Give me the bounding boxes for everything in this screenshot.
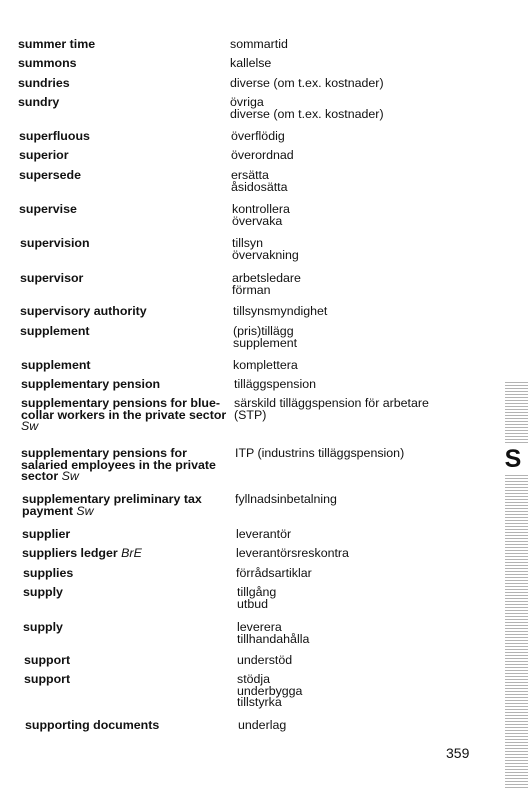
entry-translations bbox=[231, 150, 294, 162]
thumb-index-tab bbox=[505, 380, 528, 790]
entry-term-text: summons bbox=[18, 56, 77, 70]
entry-term bbox=[22, 494, 237, 517]
entry-translations bbox=[234, 379, 316, 391]
entry-usage-label: Sw bbox=[61, 469, 79, 484]
entry-translation: övervaka bbox=[232, 213, 283, 228]
entry-translation: övriga bbox=[230, 95, 264, 109]
entry-translation: ersätta bbox=[231, 168, 269, 182]
entry-translation: tillstyrka bbox=[237, 695, 282, 710]
entry-term bbox=[24, 655, 239, 667]
entry-term bbox=[22, 529, 237, 541]
entry-translations bbox=[238, 720, 286, 732]
entry-usage-label: Sw bbox=[21, 419, 39, 434]
entry-term-text: supervisor bbox=[20, 271, 84, 285]
entry-translations bbox=[236, 529, 291, 541]
entry-term-text: suppliers ledger bbox=[22, 546, 118, 560]
entry-translations bbox=[237, 674, 302, 709]
entry-term bbox=[19, 204, 234, 216]
entry-translations bbox=[231, 170, 287, 193]
entry-translations bbox=[237, 587, 276, 610]
entry-translation: supplement bbox=[233, 335, 298, 350]
entry-term bbox=[23, 587, 238, 599]
entry-translation: åsidosätta bbox=[231, 179, 288, 194]
entry-translation: förrådsartiklar bbox=[236, 566, 312, 580]
entry-term bbox=[19, 170, 234, 182]
entry-translations bbox=[235, 448, 404, 460]
entry-term-text: supplementary pensions for salaried employees in the private sector bbox=[21, 446, 216, 484]
entry-translation: överordnad bbox=[231, 148, 294, 162]
entry-translations bbox=[232, 273, 301, 296]
entry-term bbox=[18, 39, 233, 51]
entry-term bbox=[20, 326, 235, 338]
entry-term-text: supply bbox=[23, 585, 63, 599]
entry-translations bbox=[230, 78, 384, 90]
entry-term bbox=[21, 360, 236, 372]
entry-term-text: sundries bbox=[18, 76, 70, 90]
entry-translation: (pris)tillägg bbox=[233, 324, 294, 338]
entry-translation: tilläggspension bbox=[234, 377, 316, 391]
entry-translations bbox=[232, 204, 290, 227]
entry-translation: arbetsledare bbox=[232, 271, 301, 285]
entry-term bbox=[21, 448, 236, 483]
entry-translations bbox=[236, 548, 349, 560]
entry-translation: (STP) bbox=[234, 407, 267, 422]
entry-translations bbox=[232, 238, 299, 261]
entry-translation: kallelse bbox=[230, 56, 272, 70]
entry-term-text: supplier bbox=[22, 527, 71, 541]
entry-term-text: superior bbox=[19, 148, 69, 162]
entry-term bbox=[21, 398, 236, 433]
entry-usage-label: BrE bbox=[121, 546, 142, 560]
entry-translations bbox=[236, 568, 312, 580]
entry-translations bbox=[235, 494, 337, 506]
entry-translation: diverse (om t.ex. kostnader) bbox=[230, 106, 384, 121]
thumb-index-letter: S bbox=[498, 444, 528, 474]
entry-term bbox=[20, 273, 235, 285]
entry-term bbox=[21, 379, 236, 391]
entry-translation: fyllnadsinbetalning bbox=[235, 492, 337, 506]
entry-term-text: supplement bbox=[21, 358, 91, 372]
entry-term-text: summer time bbox=[18, 37, 96, 51]
entry-term-text: supervise bbox=[19, 202, 77, 216]
entry-term-text: sundry bbox=[18, 95, 60, 109]
entry-term bbox=[23, 568, 238, 580]
entry-translation: komplettera bbox=[233, 358, 298, 372]
entry-translation: förman bbox=[232, 282, 271, 297]
entry-term-text: supplementary pension bbox=[21, 377, 161, 391]
entry-translation: tillsynsmyndighet bbox=[233, 304, 328, 318]
entry-term-text: supply bbox=[23, 620, 63, 634]
entry-translations bbox=[233, 326, 297, 349]
entry-term bbox=[18, 97, 233, 109]
entry-translations bbox=[233, 360, 298, 372]
entry-translations bbox=[234, 398, 429, 421]
entry-translation: diverse (om t.ex. kostnader) bbox=[230, 76, 384, 90]
entry-translation: övervakning bbox=[232, 247, 299, 262]
entry-term-text: superfluous bbox=[19, 129, 90, 143]
entry-term bbox=[23, 622, 238, 634]
entry-term-text: supervisory authority bbox=[20, 304, 147, 318]
entry-translations bbox=[231, 131, 285, 143]
entry-term bbox=[22, 548, 237, 560]
entry-translation: leverera bbox=[237, 620, 282, 634]
entry-translation: underlag bbox=[238, 718, 287, 732]
entry-term-text: supplies bbox=[23, 566, 74, 580]
entry-translation: ITP (industrins tilläggspension) bbox=[235, 446, 405, 460]
entry-term bbox=[20, 306, 235, 318]
entry-term bbox=[19, 131, 234, 143]
entry-translations bbox=[233, 306, 327, 318]
entry-translations bbox=[230, 58, 271, 70]
entry-term bbox=[24, 674, 239, 686]
entry-term bbox=[18, 58, 233, 70]
entry-translation: utbud bbox=[237, 596, 269, 611]
entry-term-text: support bbox=[24, 653, 71, 667]
entry-translations bbox=[230, 97, 384, 120]
entry-term bbox=[18, 78, 233, 90]
entry-term-text: supplement bbox=[20, 324, 90, 338]
entry-translation: underbygga bbox=[237, 683, 303, 698]
entry-translation: kontrollera bbox=[232, 202, 290, 216]
entry-translations bbox=[237, 622, 309, 645]
entry-translations bbox=[237, 655, 292, 667]
entry-translation: överflödig bbox=[231, 129, 285, 143]
entry-translation: understöd bbox=[237, 653, 293, 667]
entry-translation: tillhandahålla bbox=[237, 631, 310, 646]
entry-translation: särskild tilläggspension för arbetare bbox=[234, 396, 429, 410]
entry-usage-label: Sw bbox=[76, 503, 94, 518]
entry-term-text: support bbox=[24, 672, 71, 686]
entry-translation: tillgång bbox=[237, 585, 277, 599]
entry-term-text: supplementary pensions for blue-collar workers in the private sector bbox=[21, 396, 227, 422]
entry-term bbox=[19, 150, 234, 162]
entry-translation: leverantörsreskontra bbox=[236, 546, 349, 560]
entry-translation: sommartid bbox=[230, 37, 288, 51]
entry-term-text: supervision bbox=[20, 236, 90, 250]
entry-translation: tillsyn bbox=[232, 236, 263, 250]
page-number: 359 bbox=[446, 745, 470, 761]
entry-translation: leverantör bbox=[236, 527, 292, 541]
entry-term-text: supporting documents bbox=[25, 718, 160, 732]
entry-translation: stödja bbox=[237, 672, 271, 686]
entry-translations bbox=[230, 39, 288, 51]
entry-term-text: supplementary preliminary tax payment bbox=[22, 492, 202, 518]
entry-term-text: supersede bbox=[19, 168, 81, 182]
entry-term bbox=[20, 238, 235, 250]
entry-term bbox=[25, 720, 240, 732]
